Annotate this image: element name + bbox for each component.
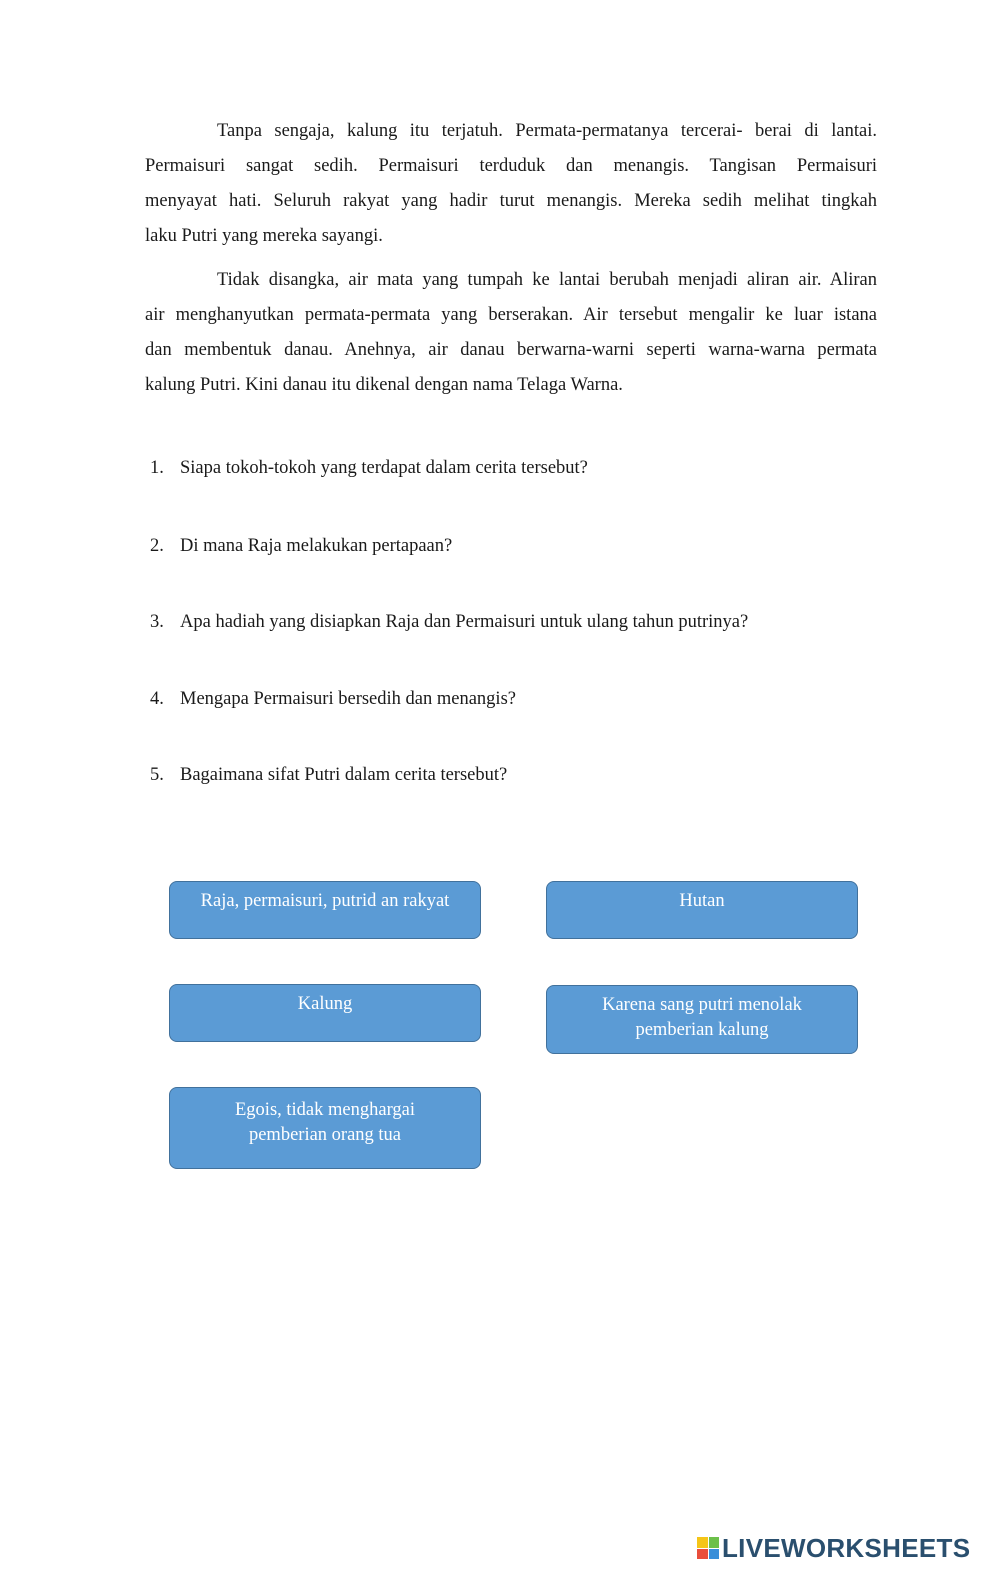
story-paragraph-2 bbox=[145, 263, 877, 403]
question-1 bbox=[150, 456, 588, 480]
answer-text: Egois, tidak menghargai bbox=[235, 1100, 415, 1120]
question-number: 5. bbox=[150, 765, 164, 785]
question-text: Mengapa Permaisuri bersedih dan menangis? bbox=[180, 689, 516, 709]
question-text: Siapa tokoh-tokoh yang terdapat dalam cerita tersebut? bbox=[180, 458, 588, 478]
question-2 bbox=[150, 534, 452, 558]
question-number: 2. bbox=[150, 536, 164, 556]
logo-mark-icon bbox=[697, 1537, 719, 1559]
answer-card-3[interactable] bbox=[169, 984, 481, 1042]
paragraph-line: Tidak disangka, air mata yang tumpah ke lantai berubah menjadi aliran air. Aliran bbox=[217, 270, 877, 290]
paragraph-line: menyayat hati. Seluruh rakyat yang hadir turut menangis. Mereka sedih melihat tingkah bbox=[145, 191, 877, 211]
question-number: 1. bbox=[150, 458, 164, 478]
answer-card-5[interactable] bbox=[169, 1087, 481, 1169]
question-text: Di mana Raja melakukan pertapaan? bbox=[180, 536, 453, 556]
answer-text: Karena sang putri menolak bbox=[602, 995, 802, 1015]
logo-text: LIVEWORKSHEETS bbox=[722, 1532, 971, 1563]
paragraph-line: kalung Putri. Kini danau itu dikenal dengan nama Telaga Warna. bbox=[145, 375, 623, 395]
paragraph-line: Permaisuri sangat sedih. Permaisuri terduduk dan menangis. Tangisan Permaisuri bbox=[145, 156, 877, 176]
paragraph-line: Tanpa sengaja, kalung itu terjatuh. Permata-permatanya tercerai- berai di lantai. bbox=[217, 121, 877, 141]
story-paragraph-1 bbox=[145, 114, 877, 254]
answer-card-4[interactable] bbox=[546, 985, 858, 1054]
question-5 bbox=[150, 763, 507, 787]
question-text: Bagaimana sifat Putri dalam cerita tersebut? bbox=[180, 765, 508, 785]
answer-text: pemberian kalung bbox=[635, 1020, 769, 1040]
paragraph-line: laku Putri yang mereka sayangi. bbox=[145, 226, 383, 246]
question-4 bbox=[150, 687, 516, 711]
paragraph-line: air menghanyutkan permata-permata yang berserakan. Air tersebut mengalir ke luar istana bbox=[145, 305, 877, 325]
answer-text: Hutan bbox=[679, 891, 725, 911]
question-number: 4. bbox=[150, 689, 164, 709]
answer-text: Raja, permaisuri, putrid an rakyat bbox=[200, 891, 450, 911]
paragraph-line: dan membentuk danau. Anehnya, air danau berwarna-warni seperti warna-warna permata bbox=[145, 340, 877, 360]
question-number: 3. bbox=[150, 612, 164, 632]
question-text: Apa hadiah yang disiapkan Raja dan Permaisuri untuk ulang tahun putrinya? bbox=[180, 612, 749, 632]
answer-text: Kalung bbox=[297, 994, 353, 1014]
liveworksheets-logo bbox=[697, 1531, 970, 1565]
answer-text: pemberian orang tua bbox=[248, 1125, 402, 1145]
question-3 bbox=[150, 610, 748, 634]
answer-card-1[interactable] bbox=[169, 881, 481, 939]
answer-card-2[interactable] bbox=[546, 881, 858, 939]
